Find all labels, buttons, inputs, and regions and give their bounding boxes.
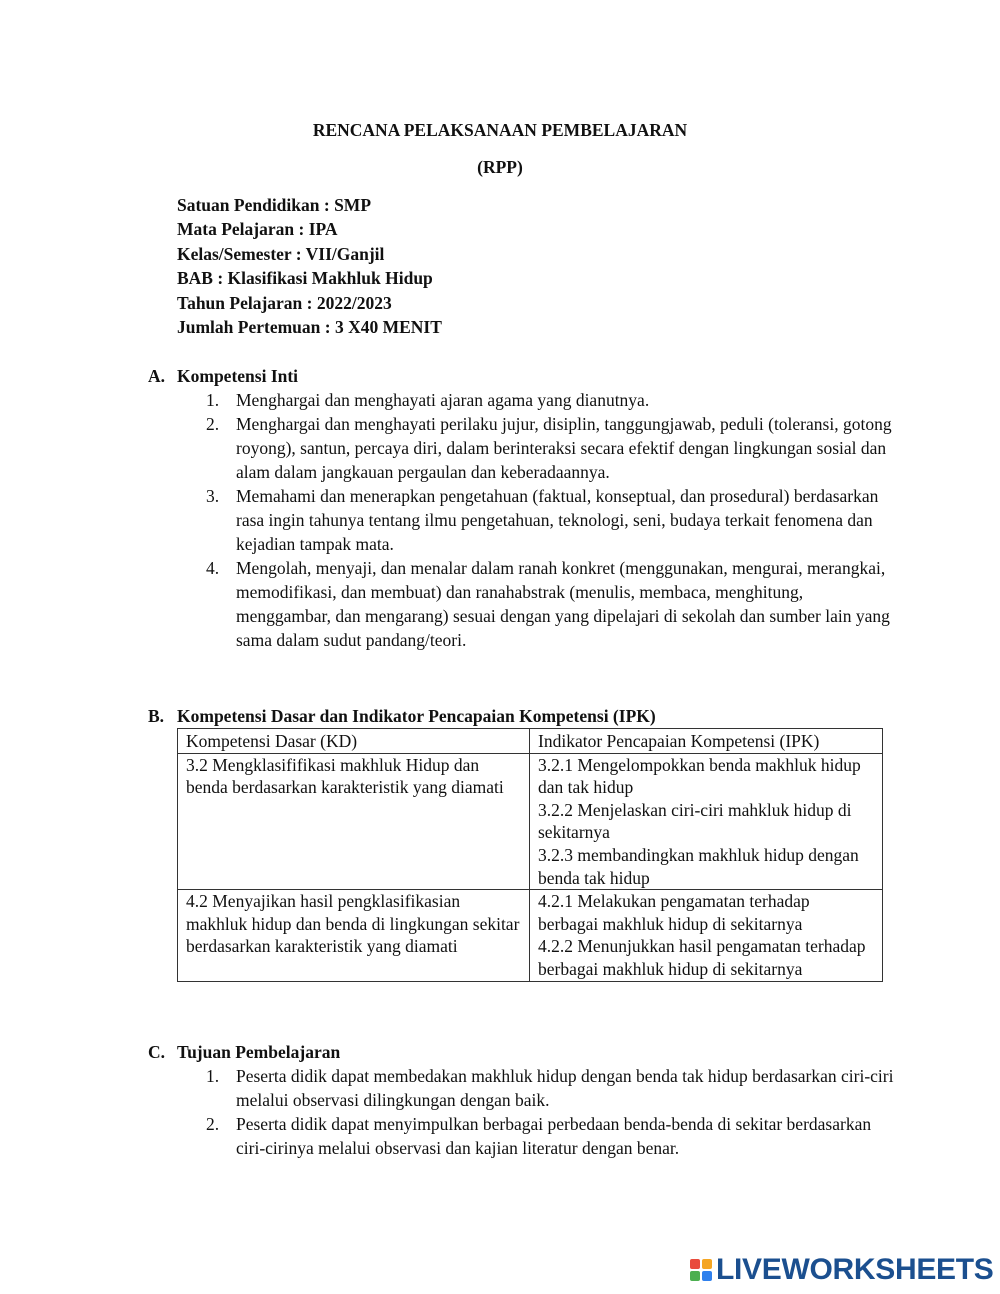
- meta-tahun-pelajaran: Tahun Pelajaran : 2022/2023: [177, 292, 392, 313]
- list-item: [206, 412, 896, 484]
- section-a-heading: [148, 364, 298, 388]
- ipk-item: 4.2.2 Menunjukkan hasil pengamatan terhadap berbagai makhluk hidup di sekitarnya: [538, 936, 866, 979]
- tujuan-pembelajaran-list: [206, 1064, 896, 1160]
- kd-cell: 3.2 Mengklasififikasi makhluk Hidup dan benda berdasarkan karakteristik yang diamati: [178, 753, 530, 890]
- section-c-letter: C.: [148, 1042, 166, 1062]
- table-row: [178, 890, 883, 981]
- list-item: [206, 1064, 896, 1112]
- list-text: Peserta didik dapat menyimpulkan berbagai perbedaan benda-benda di sekitar berdasarkan ciri-cirinya melalui observasi dan kajian literatur dengan benar.: [236, 1114, 872, 1158]
- table-header-row: [178, 729, 883, 754]
- meta-kelas-semester: Kelas/Semester : VII/Ganjil: [177, 243, 385, 264]
- ipk-item: 4.2.1 Melakukan pengamatan terhadap berbagai makhluk hidup di sekitarnya: [538, 891, 810, 934]
- section-b-heading: [148, 704, 656, 728]
- ipk-cell: [530, 890, 883, 981]
- document-subtitle: (RPP): [477, 157, 523, 177]
- list-number: 2.: [206, 414, 220, 434]
- liveworksheets-logo: [690, 1250, 994, 1290]
- list-text: Menghargai dan menghayati perilaku jujur, disiplin, tanggungjawab, peduli (toleransi, gotong royong), santun, percaya diri, dalam berinteraksi secara efektif dengan lingkungan sosial dan alam dalam jangkauan pergaulan dan keberadaannya.: [236, 414, 892, 482]
- list-item: [206, 1112, 896, 1160]
- list-number: 1.: [206, 390, 220, 410]
- kompetensi-inti-list: [206, 388, 896, 652]
- list-number: 1.: [206, 1066, 220, 1086]
- list-number: 2.: [206, 1114, 220, 1134]
- list-text: Memahami dan menerapkan pengetahuan (faktual, konseptual, dan prosedural) berdasarkan rasa ingin tahunya tentang ilmu pengetahuan, teknologi, seni, budaya terkait fenomena dan kejadian tampak mata.: [236, 486, 879, 554]
- liveworksheets-wordmark: LIVEWORKSHEETS: [716, 1253, 994, 1286]
- section-c-title: Tujuan Pembelajaran: [177, 1042, 341, 1062]
- list-item: [206, 484, 896, 556]
- header-ipk: Indikator Pencapaian Kompetensi (IPK): [530, 729, 883, 754]
- list-item: [206, 556, 896, 652]
- list-text: Menghargai dan menghayati ajaran agama yang dianutnya.: [236, 390, 650, 410]
- meta-jumlah-pertemuan: Jumlah Pertemuan : 3 X40 MENIT: [177, 316, 442, 337]
- section-c-heading: [148, 1040, 340, 1064]
- liveworksheets-icon: [690, 1259, 712, 1281]
- meta-mata-pelajaran: Mata Pelajaran : IPA: [177, 219, 338, 240]
- list-item: [206, 388, 896, 412]
- section-a-letter: A.: [148, 366, 166, 386]
- list-number: 4.: [206, 558, 220, 578]
- section-b-title: Kompetensi Dasar dan Indikator Pencapaian Kompetensi (IPK): [177, 706, 656, 726]
- section-a-title: Kompetensi Inti: [177, 366, 299, 386]
- document-title: RENCANA PELAKSANAAN PEMBELAJARAN: [312, 120, 688, 140]
- kd-ipk-table: [177, 728, 883, 982]
- section-b-letter: B.: [148, 706, 165, 726]
- ipk-item: 3.2.3 membandingkan makhluk hidup dengan benda tak hidup: [538, 844, 859, 888]
- meta-satuan-pendidikan: Satuan Pendidikan : SMP: [177, 195, 372, 215]
- list-number: 3.: [206, 486, 220, 506]
- ipk-item: 3.2.2 Menjelaskan ciri-ciri mahkluk hidup di sekitarnya: [538, 799, 852, 843]
- table-row: [178, 753, 883, 890]
- header-kd: Kompetensi Dasar (KD): [178, 729, 530, 754]
- list-text: Peserta didik dapat membedakan makhluk hidup dengan benda tak hidup berdasarkan ciri-ciri melalui observasi dilingkungan dengan baik.: [236, 1066, 894, 1110]
- ipk-item: 3.2.1 Mengelompokkan benda makhluk hidup dan tak hidup: [538, 754, 861, 798]
- ipk-cell: [530, 753, 883, 890]
- list-text: Mengolah, menyaji, dan menalar dalam ranah konkret (menggunakan, mengurai, merangkai, memodifikasi, dan membuat) dan ranahabstrak (menulis, membaca, menghitung, menggambar, dan mengarang) sesuai dengan yang dipelajari di sekolah dan sumber lain yang sama dalam sudut pandang/teori.: [236, 558, 890, 650]
- document-meta: [177, 193, 442, 339]
- kd-cell: 4.2 Menyajikan hasil pengklasifikasian makhluk hidup dan benda di lingkungan sekitar berdasarkan karakteristik yang diamati: [178, 890, 530, 981]
- meta-bab: BAB : Klasifikasi Makhluk Hidup: [177, 268, 433, 289]
